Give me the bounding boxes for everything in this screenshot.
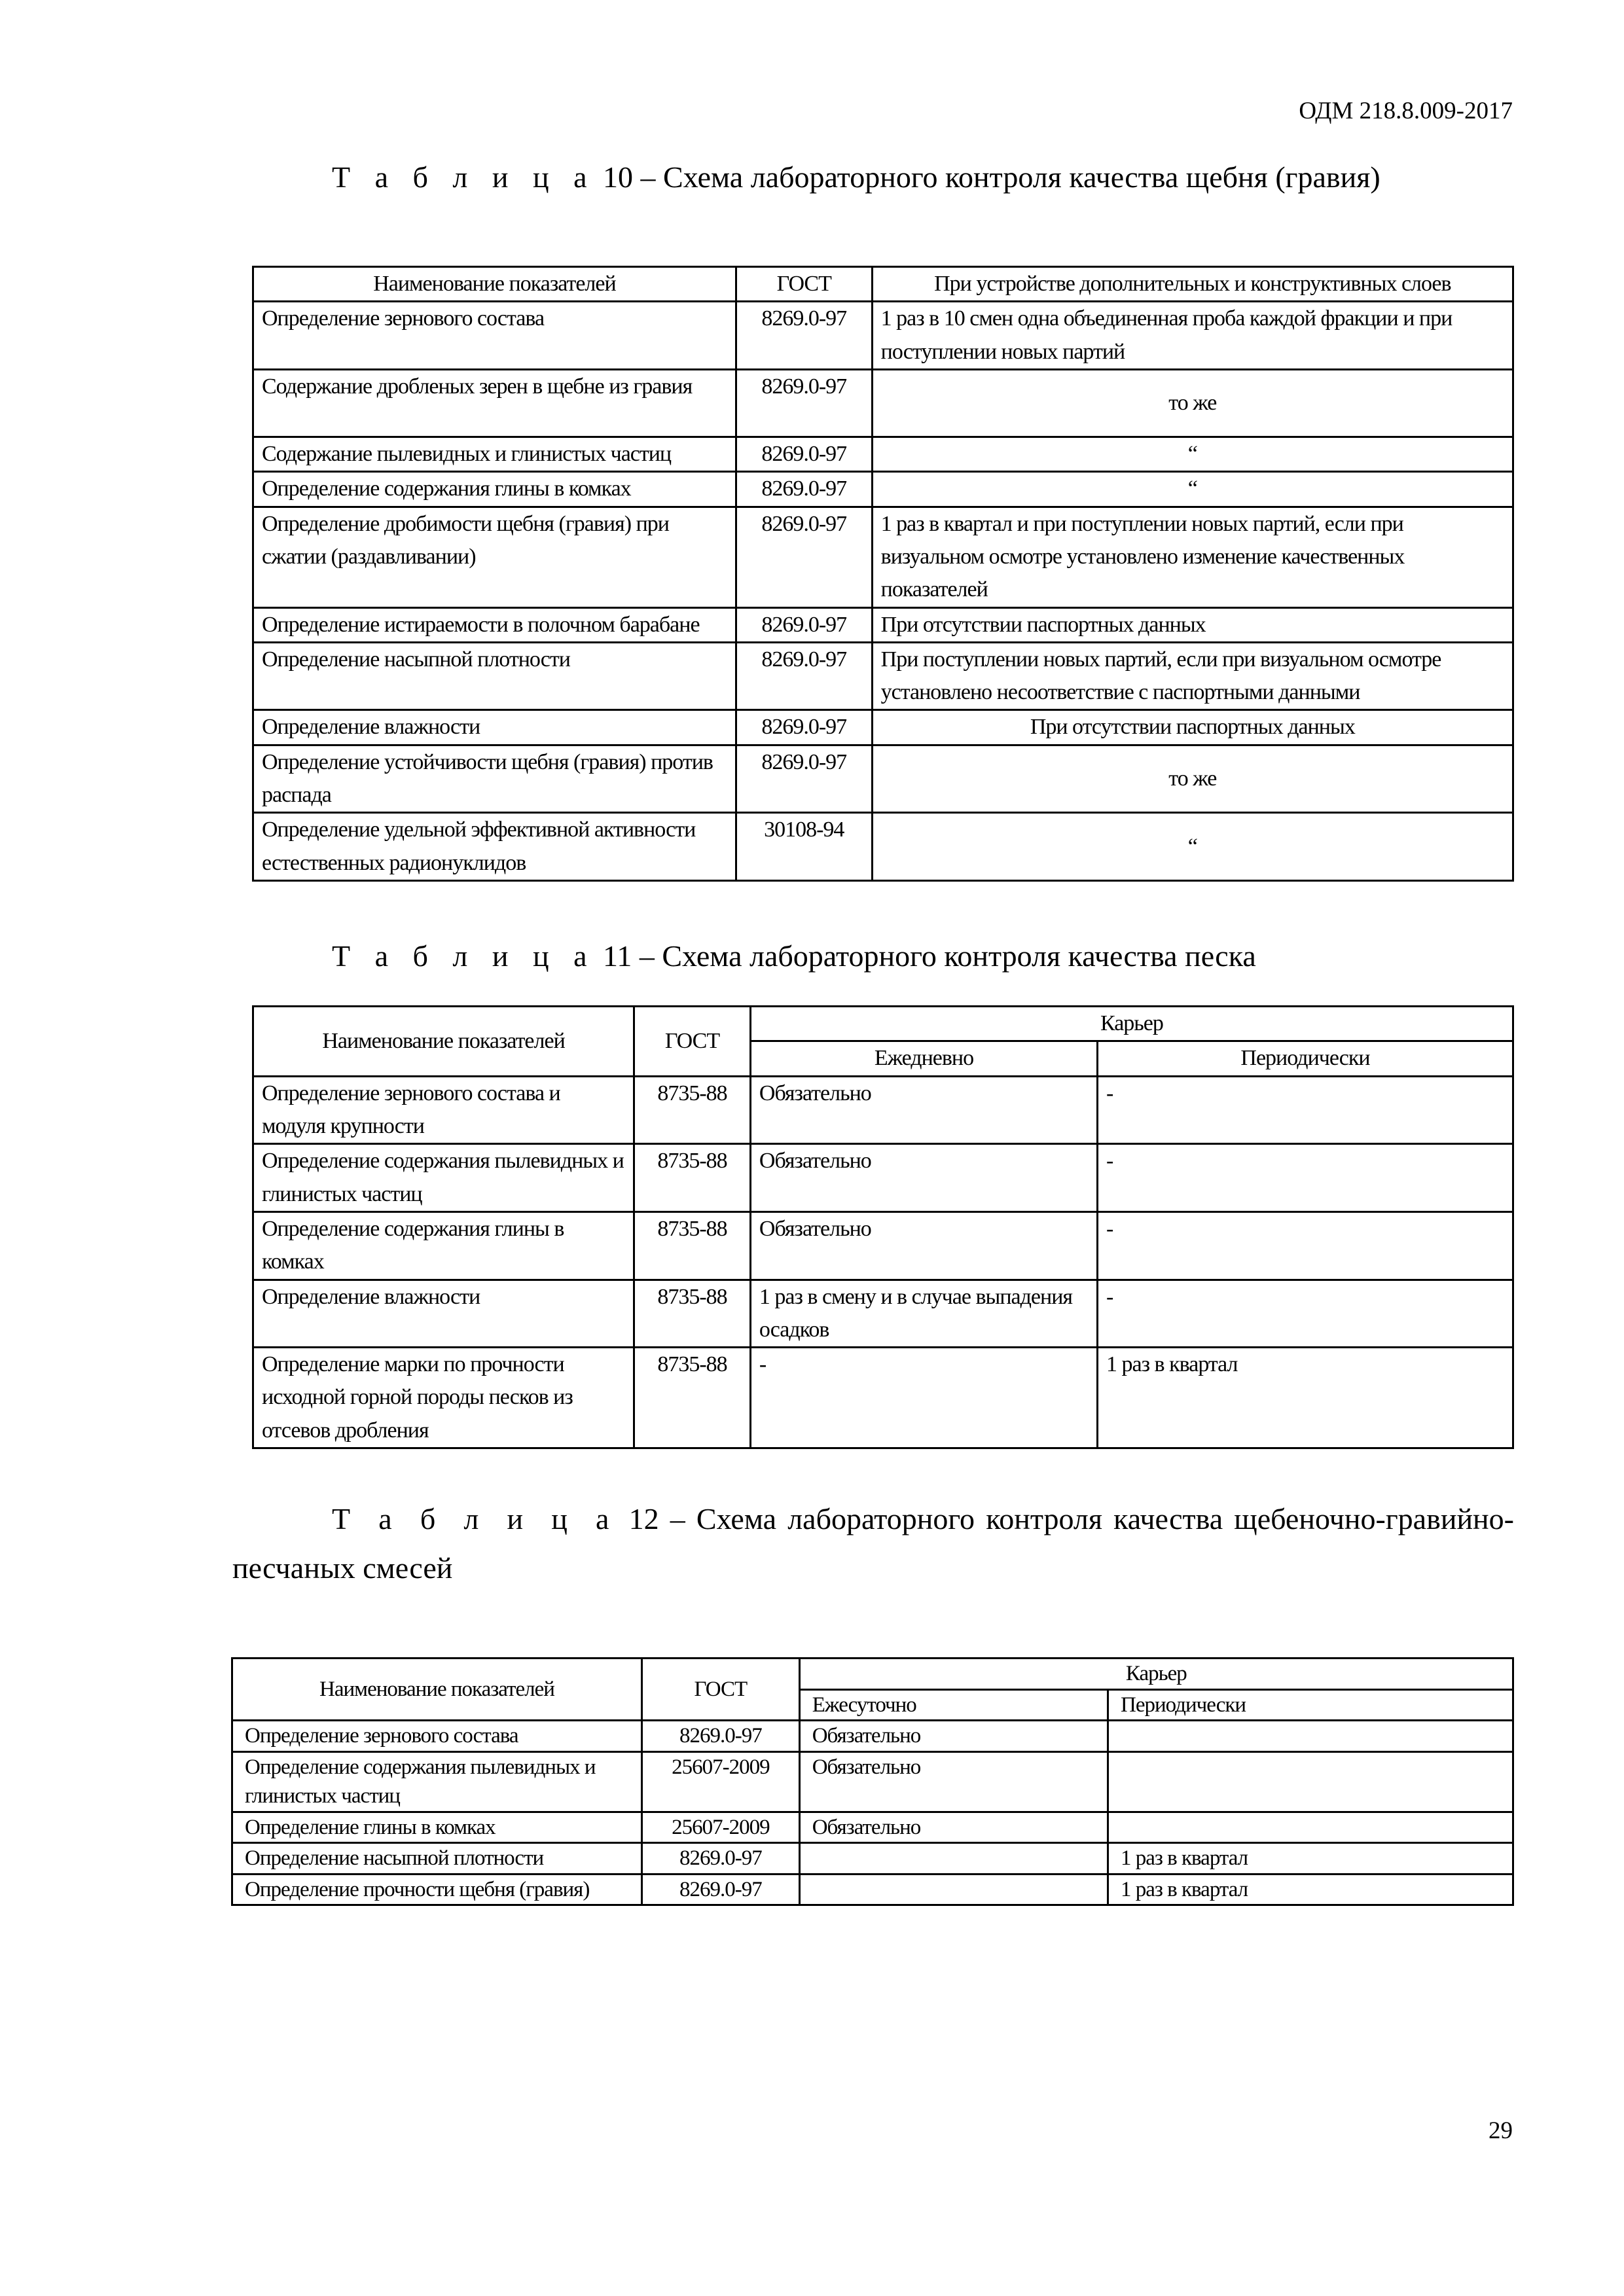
cell-daily: Обязательно bbox=[799, 1721, 1108, 1752]
cell-periodic bbox=[1108, 1812, 1513, 1843]
cell-name: Определение истираемости в полочном барабане bbox=[253, 607, 736, 642]
table-title: 12 – Схема лабораторного контроля качества щебеночно-гравийно-песчаных смесей bbox=[232, 1502, 1514, 1585]
cell-daily: - bbox=[750, 1348, 1097, 1448]
cell-periodic: 1 раз в квартал bbox=[1108, 1874, 1513, 1905]
table-row bbox=[253, 745, 1513, 813]
cell-name: Определение зернового состава и модуля крупности bbox=[253, 1076, 634, 1144]
cell-name: Определение влажности bbox=[253, 710, 736, 745]
header-quarry: Карьер bbox=[799, 1659, 1513, 1690]
table-row bbox=[253, 607, 1513, 642]
cell-gost: 25607-2009 bbox=[641, 1812, 799, 1843]
table-row bbox=[253, 813, 1513, 881]
header-gost: ГОСТ bbox=[634, 1007, 751, 1077]
header-gost: ГОСТ bbox=[736, 267, 872, 302]
cell-daily: 1 раз в смену и в случае выпадения осадков bbox=[750, 1280, 1097, 1348]
table-row bbox=[253, 1280, 1513, 1348]
cell-name: Определение содержания глины в комках bbox=[253, 1211, 634, 1280]
cell-daily: Обязательно bbox=[750, 1076, 1097, 1144]
cell-name: Определение содержания глины в комках bbox=[253, 472, 736, 507]
header-daily: Ежесуточно bbox=[799, 1689, 1108, 1721]
cell-gost: 8269.0-97 bbox=[736, 437, 872, 471]
cell-daily: Обязательно bbox=[750, 1144, 1097, 1212]
cell-gost: 25607-2009 bbox=[641, 1751, 799, 1812]
cell-gost: 8269.0-97 bbox=[736, 369, 872, 437]
cell-condition: “ bbox=[872, 813, 1513, 881]
table-row bbox=[232, 1874, 1513, 1905]
cell-gost: 8735-88 bbox=[634, 1144, 751, 1212]
cell-name: Определение устойчивости щебня (гравия) против распада bbox=[253, 745, 736, 813]
table-title: 11 – Схема лабораторного контроля качества песка bbox=[595, 939, 1256, 973]
table-row bbox=[253, 1076, 1513, 1144]
table-row bbox=[253, 472, 1513, 507]
table-12-caption bbox=[232, 1494, 1514, 1592]
cell-periodic: - bbox=[1098, 1211, 1513, 1280]
cell-condition: 1 раз в 10 смен одна объединенная проба каждой фракции и при поступлении новых партий bbox=[872, 302, 1513, 370]
cell-condition: При поступлении новых партий, если при визуальном осмотре установлено несоответствие с паспортными данными bbox=[872, 642, 1513, 710]
cell-gost: 8735-88 bbox=[634, 1211, 751, 1280]
cell-name: Определение марки по прочности исходной горной породы песков из отсевов дробления bbox=[253, 1348, 634, 1448]
cell-periodic: 1 раз в квартал bbox=[1108, 1843, 1513, 1874]
table-label: Т а б л и ц а bbox=[332, 1502, 618, 1535]
cell-gost: 8735-88 bbox=[634, 1280, 751, 1348]
table-row bbox=[232, 1751, 1513, 1812]
table-row bbox=[253, 1211, 1513, 1280]
cell-name: Определение удельной эффективной активности естественных радионуклидов bbox=[253, 813, 736, 881]
table-row bbox=[232, 1843, 1513, 1874]
table-row bbox=[253, 1144, 1513, 1212]
cell-daily bbox=[799, 1843, 1108, 1874]
cell-periodic: 1 раз в квартал bbox=[1098, 1348, 1513, 1448]
header-daily: Ежедневно bbox=[750, 1041, 1097, 1076]
cell-name: Определение содержания пылевидных и глинистых частиц bbox=[253, 1144, 634, 1212]
cell-name: Определение зернового состава bbox=[253, 302, 736, 370]
cell-gost: 8269.0-97 bbox=[736, 745, 872, 813]
header-name: Наименование показателей bbox=[232, 1659, 642, 1721]
header-name: Наименование показателей bbox=[253, 267, 736, 302]
cell-gost: 8735-88 bbox=[634, 1348, 751, 1448]
cell-gost: 8269.0-97 bbox=[641, 1721, 799, 1752]
cell-gost: 8269.0-97 bbox=[736, 507, 872, 607]
cell-gost: 8269.0-97 bbox=[736, 710, 872, 745]
header-periodic: Периодически bbox=[1098, 1041, 1513, 1076]
table-row bbox=[253, 437, 1513, 471]
cell-name: Определение дробимости щебня (гравия) при сжатии (раздавливании) bbox=[253, 507, 736, 607]
table-row bbox=[253, 1348, 1513, 1448]
cell-name: Определение зернового состава bbox=[232, 1721, 642, 1752]
cell-condition: При отсутствии паспортных данных bbox=[872, 710, 1513, 745]
header-periodic: Периодически bbox=[1108, 1689, 1513, 1721]
table-header-row bbox=[253, 267, 1513, 302]
cell-periodic: - bbox=[1098, 1144, 1513, 1212]
cell-condition: “ bbox=[872, 437, 1513, 471]
cell-daily: Обязательно bbox=[799, 1751, 1108, 1812]
cell-periodic: - bbox=[1098, 1076, 1513, 1144]
cell-gost: 8269.0-97 bbox=[736, 642, 872, 710]
table-10 bbox=[252, 266, 1514, 882]
header-condition: При устройстве дополнительных и конструктивных слоев bbox=[872, 267, 1513, 302]
cell-gost: 8269.0-97 bbox=[736, 302, 872, 370]
table-11 bbox=[252, 1005, 1514, 1449]
header-quarry: Карьер bbox=[750, 1007, 1513, 1041]
cell-name: Определение глины в комках bbox=[232, 1812, 642, 1843]
page-number: 29 bbox=[1489, 2117, 1513, 2144]
table-row bbox=[253, 710, 1513, 745]
cell-name: Определение влажности bbox=[253, 1280, 634, 1348]
table-10-caption bbox=[332, 159, 1380, 195]
cell-periodic bbox=[1108, 1721, 1513, 1752]
table-header-row bbox=[232, 1659, 1513, 1690]
cell-periodic: - bbox=[1098, 1280, 1513, 1348]
cell-name: Определение насыпной плотности bbox=[232, 1843, 642, 1874]
cell-gost: 30108-94 bbox=[736, 813, 872, 881]
cell-gost: 8269.0-97 bbox=[641, 1843, 799, 1874]
table-row bbox=[253, 507, 1513, 607]
table-row bbox=[232, 1721, 1513, 1752]
cell-gost: 8735-88 bbox=[634, 1076, 751, 1144]
table-title: 10 – Схема лабораторного контроля качества щебня (гравия) bbox=[595, 160, 1380, 194]
cell-name: Содержание дробленых зерен в щебне из гравия bbox=[253, 369, 736, 437]
cell-condition: то же bbox=[872, 369, 1513, 437]
cell-condition: “ bbox=[872, 472, 1513, 507]
cell-gost: 8269.0-97 bbox=[641, 1874, 799, 1905]
table-label: Т а б л и ц а bbox=[332, 939, 596, 973]
table-label: Т а б л и ц а bbox=[332, 160, 596, 194]
table-row bbox=[232, 1812, 1513, 1843]
cell-daily: Обязательно bbox=[799, 1812, 1108, 1843]
cell-name: Определение содержания пылевидных и глинистых частиц bbox=[232, 1751, 642, 1812]
document-code: ОДМ 218.8.009-2017 bbox=[1299, 98, 1513, 124]
cell-gost: 8269.0-97 bbox=[736, 607, 872, 642]
table-row bbox=[253, 642, 1513, 710]
cell-condition: При отсутствии паспортных данных bbox=[872, 607, 1513, 642]
cell-gost: 8269.0-97 bbox=[736, 472, 872, 507]
table-12 bbox=[231, 1657, 1514, 1906]
table-header-row bbox=[253, 1007, 1513, 1041]
cell-daily: Обязательно bbox=[750, 1211, 1097, 1280]
header-gost: ГОСТ bbox=[641, 1659, 799, 1721]
table-11-caption bbox=[332, 938, 1256, 974]
table-row bbox=[253, 302, 1513, 370]
cell-daily bbox=[799, 1874, 1108, 1905]
cell-name: Определение насыпной плотности bbox=[253, 642, 736, 710]
cell-name: Определение прочности щебня (гравия) bbox=[232, 1874, 642, 1905]
cell-condition: 1 раз в квартал и при поступлении новых партий, если при визуальном осмотре установлено изменение качественных показателей bbox=[872, 507, 1513, 607]
table-row bbox=[253, 369, 1513, 437]
cell-name: Содержание пылевидных и глинистых частиц bbox=[253, 437, 736, 471]
cell-condition: то же bbox=[872, 745, 1513, 813]
cell-periodic bbox=[1108, 1751, 1513, 1812]
header-name: Наименование показателей bbox=[253, 1007, 634, 1077]
